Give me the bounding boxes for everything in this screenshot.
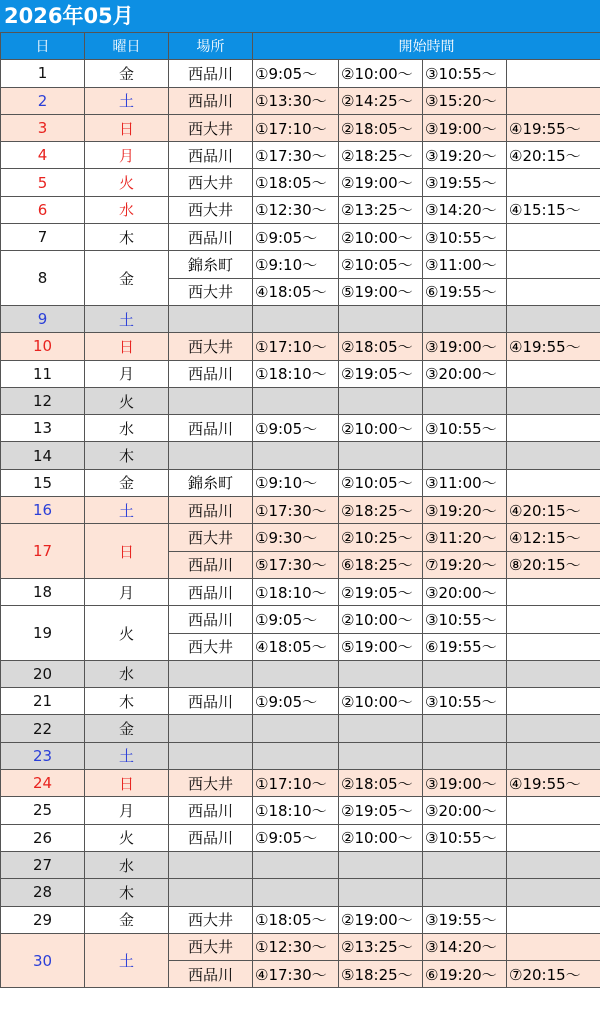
weekday-cell: 土: [85, 497, 169, 524]
day-cell: 19: [1, 606, 85, 661]
weekday-cell: 金: [85, 469, 169, 496]
time-cell: ④20:15～: [507, 142, 600, 169]
place-cell: 西品川: [169, 551, 253, 578]
time-cell: ③11:00～: [423, 251, 507, 278]
day-cell: 17: [1, 524, 85, 579]
time-cell: ②10:00～: [339, 60, 423, 87]
time-cell: [253, 660, 339, 687]
time-cell: [507, 360, 600, 387]
time-cell: ①17:30～: [253, 497, 339, 524]
time-cell: ①9:05～: [253, 688, 339, 715]
time-cell: ②18:05～: [339, 770, 423, 797]
time-cell: ④19:55～: [507, 114, 600, 141]
place-cell: [169, 715, 253, 742]
time-cell: [339, 305, 423, 332]
time-cell: [507, 251, 600, 278]
place-cell: [169, 879, 253, 906]
time-cell: [507, 660, 600, 687]
time-cell: ③20:00～: [423, 360, 507, 387]
time-cell: ③19:55～: [423, 906, 507, 933]
time-cell: [253, 851, 339, 878]
time-cell: [507, 278, 600, 305]
time-cell: ④19:55～: [507, 333, 600, 360]
time-cell: ③19:00～: [423, 770, 507, 797]
time-cell: [423, 387, 507, 414]
time-cell: ③20:00～: [423, 578, 507, 605]
weekday-cell: 月: [85, 578, 169, 605]
header-day: 日: [1, 33, 85, 60]
time-cell: ②19:05～: [339, 578, 423, 605]
day-cell: 8: [1, 251, 85, 306]
place-cell: 西品川: [169, 497, 253, 524]
weekday-cell: 月: [85, 797, 169, 824]
table-row: [1, 415, 600, 442]
time-cell: ②13:25～: [339, 933, 423, 960]
day-cell: 13: [1, 415, 85, 442]
time-cell: ②18:25～: [339, 497, 423, 524]
time-cell: [339, 879, 423, 906]
weekday-cell: 土: [85, 87, 169, 114]
time-cell: ③10:55～: [423, 224, 507, 251]
day-cell: 7: [1, 224, 85, 251]
header-row: [1, 33, 600, 60]
day-cell: 30: [1, 933, 85, 988]
table-row: [1, 387, 600, 414]
table-row: [1, 688, 600, 715]
weekday-cell: 木: [85, 879, 169, 906]
time-cell: ⑥19:55～: [423, 633, 507, 660]
weekday-cell: 火: [85, 387, 169, 414]
day-cell: 24: [1, 770, 85, 797]
time-cell: ②10:05～: [339, 251, 423, 278]
time-cell: ③14:20～: [423, 196, 507, 223]
time-cell: [507, 851, 600, 878]
weekday-cell: 火: [85, 824, 169, 851]
time-cell: ①18:05～: [253, 906, 339, 933]
weekday-cell: 日: [85, 770, 169, 797]
header-place: 場所: [169, 33, 253, 60]
time-cell: ③11:00～: [423, 469, 507, 496]
table-row: [1, 442, 600, 469]
time-cell: [423, 742, 507, 769]
time-cell: ①17:10～: [253, 770, 339, 797]
table-row: [1, 933, 600, 960]
time-cell: [507, 606, 600, 633]
weekday-cell: 日: [85, 114, 169, 141]
time-cell: ②10:00～: [339, 606, 423, 633]
time-cell: [339, 660, 423, 687]
time-cell: [507, 633, 600, 660]
weekday-cell: 木: [85, 442, 169, 469]
place-cell: [169, 442, 253, 469]
place-cell: 西品川: [169, 824, 253, 851]
weekday-cell: 水: [85, 415, 169, 442]
page-title: 2026年05月: [0, 0, 600, 32]
table-row: [1, 742, 600, 769]
table-row: [1, 87, 600, 114]
time-cell: ⑦19:20～: [423, 551, 507, 578]
time-cell: [339, 442, 423, 469]
time-cell: ①9:05～: [253, 606, 339, 633]
weekday-cell: 金: [85, 60, 169, 87]
table-row: [1, 606, 600, 633]
schedule-body: [1, 60, 600, 988]
place-cell: [169, 851, 253, 878]
time-cell: ①18:10～: [253, 578, 339, 605]
time-cell: ⑥19:55～: [423, 278, 507, 305]
day-cell: 2: [1, 87, 85, 114]
time-cell: ③11:20～: [423, 524, 507, 551]
place-cell: [169, 387, 253, 414]
weekday-cell: 金: [85, 251, 169, 306]
day-cell: 21: [1, 688, 85, 715]
time-cell: ⑤18:25～: [339, 961, 423, 988]
time-cell: [423, 660, 507, 687]
day-cell: 22: [1, 715, 85, 742]
time-cell: [507, 469, 600, 496]
time-cell: [253, 879, 339, 906]
time-cell: ①17:30～: [253, 142, 339, 169]
time-cell: [507, 688, 600, 715]
table-row: [1, 578, 600, 605]
time-cell: ③10:55～: [423, 824, 507, 851]
table-row: [1, 224, 600, 251]
time-cell: ④12:15～: [507, 524, 600, 551]
time-cell: ②10:00～: [339, 415, 423, 442]
place-cell: [169, 742, 253, 769]
day-cell: 1: [1, 60, 85, 87]
time-cell: [339, 851, 423, 878]
place-cell: 西大井: [169, 114, 253, 141]
time-cell: [507, 742, 600, 769]
time-cell: ①9:05～: [253, 824, 339, 851]
time-cell: ⑤19:00～: [339, 633, 423, 660]
table-row: [1, 142, 600, 169]
table-row: [1, 715, 600, 742]
time-cell: ③10:55～: [423, 60, 507, 87]
time-cell: ②19:00～: [339, 169, 423, 196]
day-cell: 10: [1, 333, 85, 360]
time-cell: [507, 879, 600, 906]
place-cell: 西品川: [169, 415, 253, 442]
time-cell: ①18:05～: [253, 169, 339, 196]
time-cell: ②19:05～: [339, 797, 423, 824]
time-cell: [423, 851, 507, 878]
time-cell: ①9:05～: [253, 224, 339, 251]
time-cell: ③10:55～: [423, 606, 507, 633]
table-row: [1, 333, 600, 360]
weekday-cell: 金: [85, 906, 169, 933]
place-cell: 西品川: [169, 797, 253, 824]
weekday-cell: 日: [85, 333, 169, 360]
day-cell: 5: [1, 169, 85, 196]
time-cell: [507, 797, 600, 824]
table-row: [1, 497, 600, 524]
weekday-cell: 火: [85, 169, 169, 196]
place-cell: 西品川: [169, 142, 253, 169]
time-cell: ⑥18:25～: [339, 551, 423, 578]
time-cell: ③19:00～: [423, 114, 507, 141]
time-cell: ④18:05～: [253, 278, 339, 305]
time-cell: [423, 879, 507, 906]
time-cell: ②10:00～: [339, 688, 423, 715]
time-cell: [423, 305, 507, 332]
schedule-table: [0, 32, 600, 988]
time-cell: ②13:25～: [339, 196, 423, 223]
day-cell: 18: [1, 578, 85, 605]
time-cell: ②10:05～: [339, 469, 423, 496]
time-cell: [339, 387, 423, 414]
table-row: [1, 360, 600, 387]
time-cell: ①18:10～: [253, 797, 339, 824]
time-cell: ①9:05～: [253, 60, 339, 87]
time-cell: ③10:55～: [423, 415, 507, 442]
time-cell: [507, 715, 600, 742]
time-cell: ②18:05～: [339, 114, 423, 141]
day-cell: 23: [1, 742, 85, 769]
time-cell: ①9:10～: [253, 469, 339, 496]
table-row: [1, 660, 600, 687]
header-time: 開始時間: [253, 33, 600, 60]
day-cell: 16: [1, 497, 85, 524]
table-row: [1, 906, 600, 933]
day-cell: 27: [1, 851, 85, 878]
time-cell: ②10:25～: [339, 524, 423, 551]
time-cell: [339, 715, 423, 742]
place-cell: 西大井: [169, 169, 253, 196]
day-cell: 12: [1, 387, 85, 414]
day-cell: 15: [1, 469, 85, 496]
time-cell: [507, 415, 600, 442]
time-cell: ⑥19:20～: [423, 961, 507, 988]
time-cell: [507, 824, 600, 851]
place-cell: 西品川: [169, 224, 253, 251]
weekday-cell: 木: [85, 224, 169, 251]
weekday-cell: 土: [85, 742, 169, 769]
table-row: [1, 879, 600, 906]
day-cell: 26: [1, 824, 85, 851]
table-row: [1, 169, 600, 196]
weekday-cell: 水: [85, 851, 169, 878]
time-cell: ④15:15～: [507, 196, 600, 223]
day-cell: 4: [1, 142, 85, 169]
time-cell: [253, 387, 339, 414]
time-cell: ④18:05～: [253, 633, 339, 660]
weekday-cell: 木: [85, 688, 169, 715]
time-cell: [253, 715, 339, 742]
weekday-cell: 日: [85, 524, 169, 579]
place-cell: 西大井: [169, 524, 253, 551]
table-row: [1, 797, 600, 824]
time-cell: ③10:55～: [423, 688, 507, 715]
time-cell: ②10:00～: [339, 824, 423, 851]
place-cell: 西品川: [169, 688, 253, 715]
time-cell: ③20:00～: [423, 797, 507, 824]
place-cell: 西大井: [169, 770, 253, 797]
time-cell: ③19:55～: [423, 169, 507, 196]
time-cell: [507, 60, 600, 87]
time-cell: ②18:25～: [339, 142, 423, 169]
time-cell: ④19:55～: [507, 770, 600, 797]
day-cell: 9: [1, 305, 85, 332]
time-cell: [507, 933, 600, 960]
place-cell: 西大井: [169, 906, 253, 933]
time-cell: ①9:05～: [253, 415, 339, 442]
place-cell: 西大井: [169, 196, 253, 223]
day-cell: 3: [1, 114, 85, 141]
weekday-cell: 月: [85, 360, 169, 387]
time-cell: ②19:00～: [339, 906, 423, 933]
place-cell: 西品川: [169, 606, 253, 633]
place-cell: [169, 660, 253, 687]
weekday-cell: 水: [85, 196, 169, 223]
place-cell: 西大井: [169, 933, 253, 960]
time-cell: ③19:20～: [423, 142, 507, 169]
time-cell: ⑦20:15～: [507, 961, 600, 988]
day-cell: 11: [1, 360, 85, 387]
weekday-cell: 金: [85, 715, 169, 742]
weekday-cell: 土: [85, 933, 169, 988]
place-cell: 西品川: [169, 360, 253, 387]
time-cell: [423, 715, 507, 742]
place-cell: 西品川: [169, 578, 253, 605]
time-cell: ②18:05～: [339, 333, 423, 360]
place-cell: 西品川: [169, 961, 253, 988]
time-cell: ⑤17:30～: [253, 551, 339, 578]
place-cell: 西大井: [169, 278, 253, 305]
place-cell: 西品川: [169, 87, 253, 114]
time-cell: ③15:20～: [423, 87, 507, 114]
time-cell: [507, 169, 600, 196]
time-cell: [339, 742, 423, 769]
day-cell: 25: [1, 797, 85, 824]
time-cell: ②14:25～: [339, 87, 423, 114]
time-cell: [507, 906, 600, 933]
day-cell: 14: [1, 442, 85, 469]
day-cell: 20: [1, 660, 85, 687]
time-cell: [253, 305, 339, 332]
day-cell: 6: [1, 196, 85, 223]
time-cell: [253, 442, 339, 469]
time-cell: [507, 305, 600, 332]
time-cell: ③19:20～: [423, 497, 507, 524]
time-cell: ②19:05～: [339, 360, 423, 387]
table-row: [1, 114, 600, 141]
table-row: [1, 469, 600, 496]
time-cell: ①17:10～: [253, 333, 339, 360]
weekday-cell: 月: [85, 142, 169, 169]
table-row: [1, 770, 600, 797]
place-cell: [169, 305, 253, 332]
place-cell: 西品川: [169, 60, 253, 87]
table-row: [1, 305, 600, 332]
time-cell: [507, 387, 600, 414]
place-cell: 西大井: [169, 633, 253, 660]
table-row: [1, 196, 600, 223]
place-cell: 錦糸町: [169, 469, 253, 496]
time-cell: ①17:10～: [253, 114, 339, 141]
day-cell: 29: [1, 906, 85, 933]
place-cell: 西大井: [169, 333, 253, 360]
time-cell: ①18:10～: [253, 360, 339, 387]
time-cell: ①9:10～: [253, 251, 339, 278]
time-cell: ⑤19:00～: [339, 278, 423, 305]
time-cell: [507, 87, 600, 114]
header-dow: 曜日: [85, 33, 169, 60]
time-cell: ①9:30～: [253, 524, 339, 551]
time-cell: ④20:15～: [507, 497, 600, 524]
time-cell: ③19:00～: [423, 333, 507, 360]
time-cell: ①12:30～: [253, 196, 339, 223]
time-cell: ①13:30～: [253, 87, 339, 114]
time-cell: ①12:30～: [253, 933, 339, 960]
table-row: [1, 251, 600, 278]
time-cell: ③14:20～: [423, 933, 507, 960]
weekday-cell: 火: [85, 606, 169, 661]
time-cell: [507, 578, 600, 605]
day-cell: 28: [1, 879, 85, 906]
table-row: [1, 60, 600, 87]
time-cell: [253, 742, 339, 769]
time-cell: [423, 442, 507, 469]
time-cell: [507, 442, 600, 469]
weekday-cell: 水: [85, 660, 169, 687]
time-cell: ⑧20:15～: [507, 551, 600, 578]
time-cell: ②10:00～: [339, 224, 423, 251]
table-row: [1, 851, 600, 878]
table-row: [1, 524, 600, 551]
table-row: [1, 824, 600, 851]
weekday-cell: 土: [85, 305, 169, 332]
time-cell: [507, 224, 600, 251]
place-cell: 錦糸町: [169, 251, 253, 278]
time-cell: ④17:30～: [253, 961, 339, 988]
